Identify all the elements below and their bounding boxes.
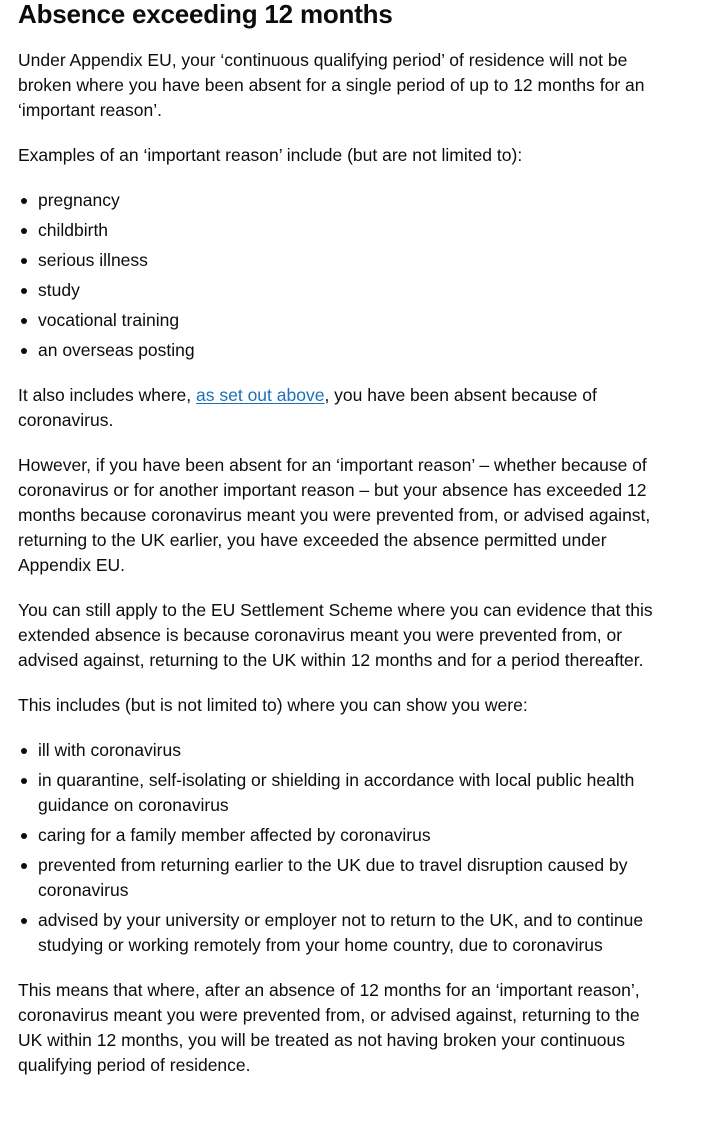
- list-item: ill with coronavirus: [18, 738, 660, 763]
- list-item: prevented from returning earlier to the UK due to travel disruption caused by coronavirus: [18, 853, 660, 903]
- important-reasons-list: [18, 188, 660, 363]
- list-item: childbirth: [18, 218, 660, 243]
- list-item: vocational training: [18, 308, 660, 333]
- list-item: in quarantine, self-isolating or shielding in accordance with local public health guidance on coronavirus: [18, 768, 660, 818]
- evidence-cases-list: [18, 738, 660, 958]
- list-item: advised by your university or employer not to return to the UK, and to continue studying or working remotely from your home country, due to coronavirus: [18, 908, 660, 958]
- list-item: caring for a family member affected by coronavirus: [18, 823, 660, 848]
- however-paragraph: However, if you have been absent for an ‘important reason’ – whether because of coronavirus or for another important reason – but your absence has exceeded 12 months because coronavirus meant you were prevented from, or advised against, returning to the UK earlier, you have exceeded the absence permitted under Appendix EU.: [18, 455, 651, 575]
- still-apply-paragraph: You can still apply to the EU Settlement Scheme where you can evidence that this extended absence is because coronavirus meant you were prevented from, or advised against, returning to the UK within 12 months and for a period thereafter.: [18, 600, 653, 670]
- includes-intro-paragraph: This includes (but is not limited to) where you can show you were:: [18, 695, 528, 715]
- list-item: study: [18, 278, 660, 303]
- set-out-above-link[interactable]: as set out above: [196, 385, 325, 405]
- intro-paragraph: Under Appendix EU, your ‘continuous qualifying period’ of residence will not be broken where you have been absent for a single period of up to 12 months for an ‘important reason’.: [18, 50, 645, 120]
- list-item: serious illness: [18, 248, 660, 273]
- examples-intro-paragraph: Examples of an ‘important reason’ include (but are not limited to):: [18, 145, 523, 165]
- page-heading: Absence exceeding 12 months: [18, 0, 393, 29]
- list-item: pregnancy: [18, 188, 660, 213]
- coronavirus-paragraph: [18, 383, 660, 433]
- list-item: an overseas posting: [18, 338, 660, 363]
- coronavirus-text-before: It also includes where,: [18, 385, 197, 405]
- coronavirus-text-after: , you have been absent because of coronavirus.: [18, 385, 597, 430]
- conclusion-paragraph: This means that where, after an absence of 12 months for an ‘important reason’, coronavirus meant you were prevented from, or advised against, returning to the UK within 12 months, you will be treated as not having broken your continuous qualifying period of residence.: [18, 980, 640, 1075]
